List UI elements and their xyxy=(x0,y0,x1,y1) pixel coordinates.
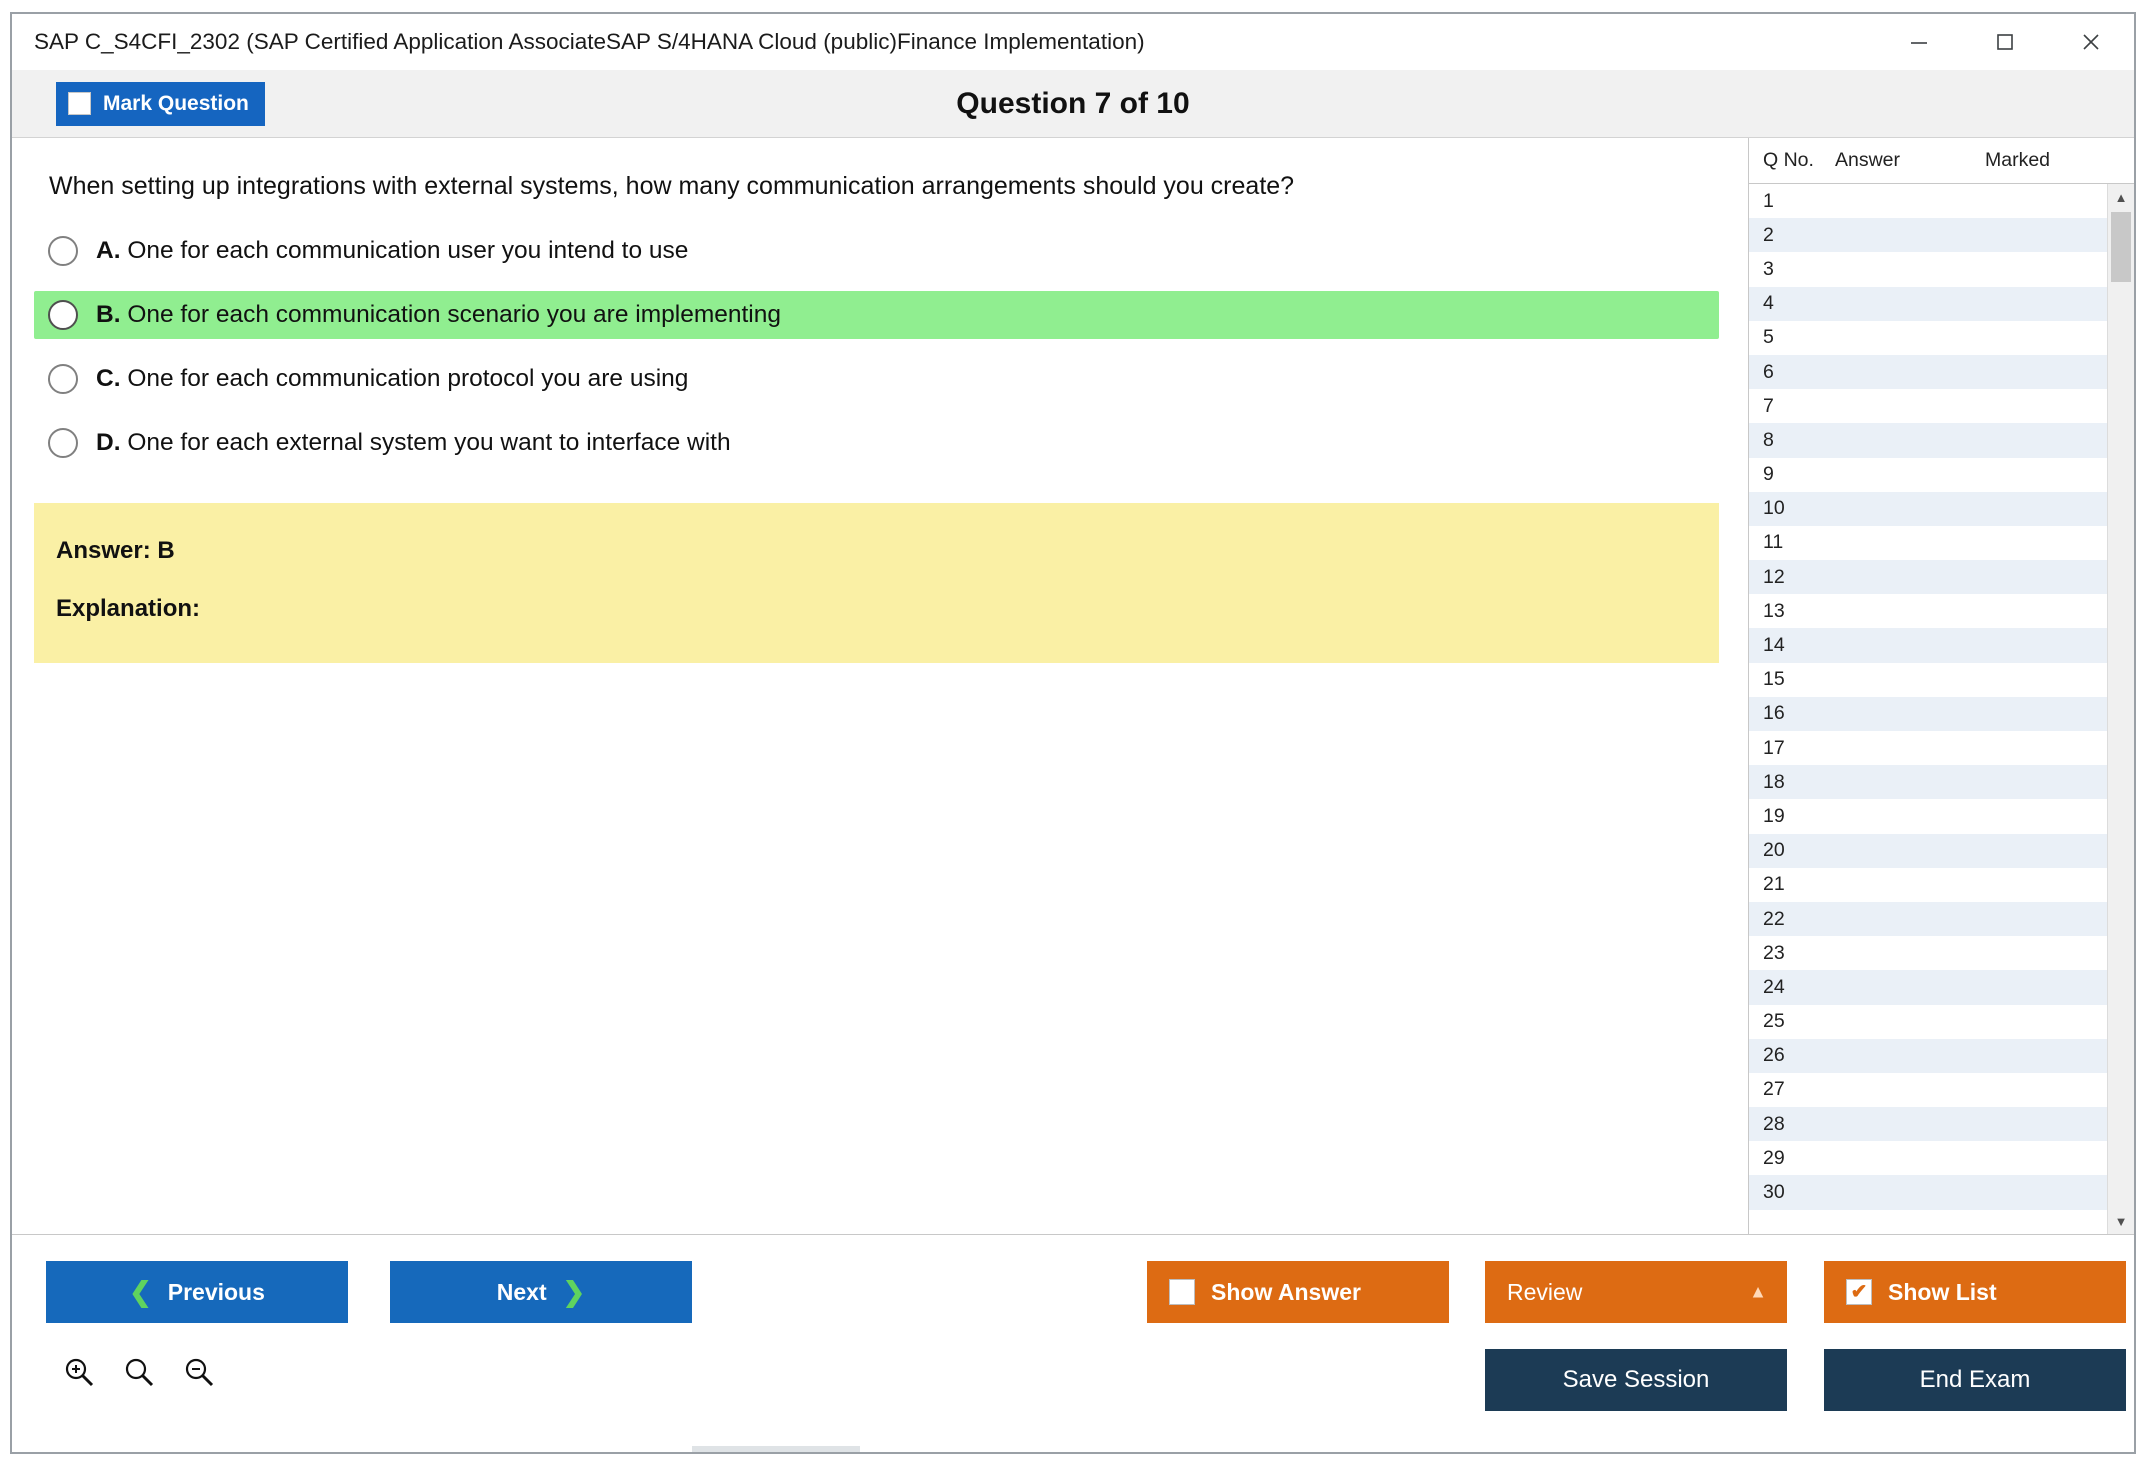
option-c[interactable] xyxy=(34,355,1726,403)
option-b-text: B. One for each communication scenario you are implementing xyxy=(96,301,781,328)
question-number: 6 xyxy=(1763,360,1774,383)
question-number: 10 xyxy=(1763,497,1785,520)
window-title: SAP C_S4CFI_2302 (SAP Certified Application AssociateSAP S/4HANA Cloud (public)Finance Implementation) xyxy=(34,29,1145,54)
zoom-in-icon[interactable] xyxy=(62,1355,96,1389)
question-number: 2 xyxy=(1763,223,1774,246)
question-number: 13 xyxy=(1763,599,1785,622)
question-text: When setting up integrations with external systems, how many communication arrangements should you create? xyxy=(49,172,1295,200)
question-list-row[interactable] xyxy=(1749,594,2107,628)
question-list-row[interactable] xyxy=(1749,252,2107,286)
show-list-button[interactable] xyxy=(1824,1261,2126,1323)
radio-icon-c[interactable] xyxy=(48,364,78,394)
option-c-text: C. One for each communication protocol you are using xyxy=(96,365,689,392)
scroll-down-icon[interactable]: ▼ xyxy=(2114,1213,2128,1229)
question-number: 22 xyxy=(1763,907,1785,930)
question-number: 4 xyxy=(1763,292,1774,315)
show-answer-checkbox-icon[interactable] xyxy=(1169,1279,1195,1305)
question-list-row[interactable] xyxy=(1749,936,2107,970)
question-number: 28 xyxy=(1763,1112,1785,1135)
question-number: 12 xyxy=(1763,565,1785,588)
question-number: 25 xyxy=(1763,1010,1785,1033)
question-list-row[interactable] xyxy=(1749,287,2107,321)
question-number: 7 xyxy=(1763,394,1774,417)
column-header-marked: Marked xyxy=(1985,149,2051,171)
answer-options xyxy=(34,227,1726,467)
show-list-label: Show List xyxy=(1888,1278,1997,1305)
question-list-row[interactable] xyxy=(1749,355,2107,389)
question-list-row[interactable] xyxy=(1749,526,2107,560)
end-exam-label: End Exam xyxy=(1919,1366,2031,1393)
question-number: 24 xyxy=(1763,975,1785,998)
question-number: 15 xyxy=(1763,668,1785,691)
question-header xyxy=(12,70,2134,138)
question-list-row[interactable] xyxy=(1749,834,2107,868)
maximize-icon[interactable] xyxy=(1962,14,2048,70)
radio-icon-b[interactable] xyxy=(48,300,78,330)
explanation-label: Explanation: xyxy=(56,595,201,622)
question-number: 1 xyxy=(1763,189,1774,212)
answer-value: Answer: B xyxy=(56,537,175,564)
question-list-row[interactable] xyxy=(1749,731,2107,765)
question-list-row[interactable] xyxy=(1749,1175,2107,1209)
question-number: 8 xyxy=(1763,428,1774,451)
question-list-row[interactable] xyxy=(1749,1005,2107,1039)
show-list-checkbox-icon[interactable]: ✔ xyxy=(1846,1279,1872,1305)
question-list-row[interactable] xyxy=(1749,184,2107,218)
question-number: 26 xyxy=(1763,1044,1785,1067)
question-list-rows[interactable] xyxy=(1749,184,2107,1234)
question-list-row[interactable] xyxy=(1749,765,2107,799)
question-list-header xyxy=(1749,138,2134,184)
question-list-row[interactable] xyxy=(1749,423,2107,457)
window-controls xyxy=(1876,14,2134,70)
radio-icon-d[interactable] xyxy=(48,428,78,458)
chevron-left-icon: ❮ xyxy=(129,1276,152,1307)
question-list-row[interactable] xyxy=(1749,799,2107,833)
previous-button[interactable] xyxy=(46,1261,348,1323)
question-number: 20 xyxy=(1763,839,1785,862)
review-dropdown-button[interactable] xyxy=(1485,1261,1787,1323)
show-answer-button[interactable] xyxy=(1147,1261,1449,1323)
question-list-row[interactable] xyxy=(1749,389,2107,423)
column-header-answer: Answer xyxy=(1835,149,1901,171)
column-header-qno: Q No. xyxy=(1763,149,1814,171)
status-bar xyxy=(12,1442,2134,1452)
question-number: 14 xyxy=(1763,634,1785,657)
zoom-reset-icon[interactable] xyxy=(122,1355,156,1389)
question-list-row[interactable] xyxy=(1749,663,2107,697)
exam-window xyxy=(10,12,2136,1454)
option-d[interactable] xyxy=(34,419,1726,467)
option-d-text: D. One for each external system you want to interface with xyxy=(96,429,731,456)
mark-question-label: Mark Question xyxy=(103,91,249,115)
end-exam-button[interactable] xyxy=(1824,1349,2126,1411)
page-title: Question 7 of 10 xyxy=(956,86,1190,120)
question-number: 21 xyxy=(1763,873,1785,896)
next-button[interactable] xyxy=(390,1261,692,1323)
question-list-row[interactable] xyxy=(1749,628,2107,662)
chevron-right-icon: ❯ xyxy=(562,1276,586,1307)
question-list-row[interactable] xyxy=(1749,1039,2107,1073)
question-list-row[interactable] xyxy=(1749,697,2107,731)
question-number: 17 xyxy=(1763,736,1785,759)
question-number: 3 xyxy=(1763,257,1774,280)
review-label: Review xyxy=(1507,1278,1583,1305)
status-bar-indicator xyxy=(692,1446,860,1452)
option-a-text: A. One for each communication user you intend to use xyxy=(96,237,689,264)
option-b[interactable] xyxy=(34,291,1719,339)
question-list-pane xyxy=(1748,138,2134,1234)
question-list-row[interactable] xyxy=(1749,218,2107,252)
next-label: Next xyxy=(496,1278,547,1305)
show-answer-label: Show Answer xyxy=(1211,1278,1361,1305)
chevron-up-icon: ▲ xyxy=(1749,1281,1767,1302)
question-number: 5 xyxy=(1763,326,1774,349)
mark-question-button[interactable] xyxy=(56,82,265,126)
mark-question-checkbox-icon[interactable] xyxy=(68,92,91,115)
question-pane xyxy=(12,138,1748,1234)
question-list-row[interactable] xyxy=(1749,458,2107,492)
title-bar xyxy=(12,14,2134,70)
question-number: 29 xyxy=(1763,1146,1785,1169)
question-list-row[interactable] xyxy=(1749,868,2107,902)
save-session-label: Save Session xyxy=(1562,1366,1710,1393)
question-number: 16 xyxy=(1763,702,1785,725)
question-list-row[interactable] xyxy=(1749,560,2107,594)
scrollbar-thumb[interactable] xyxy=(2111,212,2131,282)
question-list-row[interactable] xyxy=(1749,1141,2107,1175)
scroll-up-icon[interactable]: ▲ xyxy=(2114,189,2128,205)
question-list-row[interactable] xyxy=(1749,1107,2107,1141)
radio-icon-a[interactable] xyxy=(48,236,78,266)
save-session-button[interactable] xyxy=(1485,1349,1787,1411)
question-number: 9 xyxy=(1763,463,1774,486)
question-number: 18 xyxy=(1763,770,1785,793)
previous-label: Previous xyxy=(167,1278,265,1305)
option-a[interactable] xyxy=(34,227,1726,275)
question-list-row[interactable] xyxy=(1749,902,2107,936)
close-icon[interactable] xyxy=(2048,14,2134,70)
question-number: 30 xyxy=(1763,1181,1785,1204)
question-list-row[interactable] xyxy=(1749,1073,2107,1107)
question-number: 19 xyxy=(1763,804,1785,827)
footer-toolbar xyxy=(12,1234,2134,1452)
zoom-out-icon[interactable] xyxy=(182,1355,216,1389)
question-number: 27 xyxy=(1763,1078,1785,1101)
question-list-row[interactable] xyxy=(1749,970,2107,1004)
zoom-toolbar xyxy=(62,1355,216,1389)
question-list-scrollbar[interactable] xyxy=(2107,184,2134,1234)
answer-explanation-panel xyxy=(34,503,1719,663)
question-list-body xyxy=(1749,184,2134,1234)
minimize-icon[interactable] xyxy=(1876,14,1962,70)
question-number: 11 xyxy=(1763,531,1784,554)
main-body xyxy=(12,138,2134,1234)
question-list-row[interactable] xyxy=(1749,492,2107,526)
question-list-row[interactable] xyxy=(1749,321,2107,355)
question-number: 23 xyxy=(1763,941,1785,964)
